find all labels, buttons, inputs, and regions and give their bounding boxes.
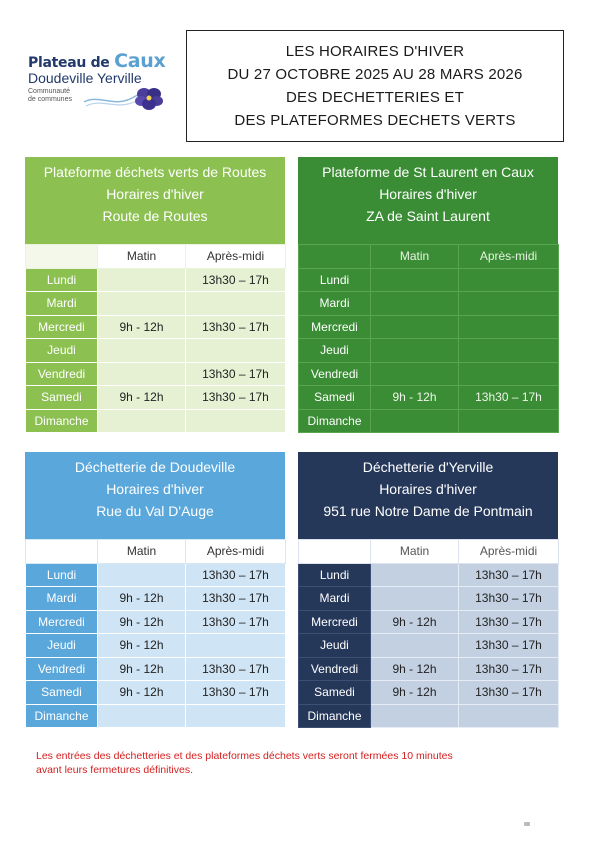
header-blank-cell — [26, 245, 98, 269]
title-line-1: LES HORAIRES D'HIVER — [285, 43, 465, 60]
table-row — [26, 704, 286, 728]
hours-apres-midi: 13h30 – 17h — [186, 681, 286, 705]
panel-subtitle: Horaires d'hiver — [106, 186, 204, 202]
panel-address: ZA de Saint Laurent — [366, 208, 490, 224]
panel-subtitle: Horaires d'hiver — [379, 186, 477, 202]
hours-matin — [371, 292, 459, 316]
hours-matin — [371, 704, 459, 728]
hours-apres-midi: 13h30 – 17h — [459, 657, 559, 681]
schedule-table — [25, 244, 286, 433]
hours-apres-midi: 13h30 – 17h — [459, 634, 559, 658]
table-row — [26, 563, 286, 587]
hours-matin — [98, 409, 186, 433]
table-row — [26, 657, 286, 681]
table-row — [299, 610, 559, 634]
table-header-row — [26, 540, 286, 564]
day-label: Dimanche — [299, 409, 371, 433]
hours-apres-midi — [459, 268, 559, 292]
hours-apres-midi — [186, 704, 286, 728]
day-label: Mercredi — [26, 315, 98, 339]
day-label: Samedi — [26, 386, 98, 410]
day-label: Vendredi — [26, 657, 98, 681]
day-label: Dimanche — [299, 704, 371, 728]
schedule-table — [298, 539, 559, 728]
day-label: Mardi — [26, 292, 98, 316]
panel-subtitle: Horaires d'hiver — [106, 481, 204, 497]
hours-matin — [371, 587, 459, 611]
panel-name: Déchetterie d'Yerville — [362, 459, 494, 475]
day-label: Lundi — [299, 563, 371, 587]
hours-apres-midi: 13h30 – 17h — [186, 587, 286, 611]
day-label: Mercredi — [299, 315, 371, 339]
column-header-apres-midi: Après-midi — [459, 540, 559, 564]
day-label: Lundi — [26, 563, 98, 587]
hours-apres-midi — [459, 704, 559, 728]
day-label: Dimanche — [26, 409, 98, 433]
hours-apres-midi: 13h30 – 17h — [186, 268, 286, 292]
hours-apres-midi: 13h30 – 17h — [459, 386, 559, 410]
hours-matin — [98, 268, 186, 292]
table-row — [299, 268, 559, 292]
column-header-matin: Matin — [98, 540, 186, 564]
hours-apres-midi: 13h30 – 17h — [186, 315, 286, 339]
hours-apres-midi — [186, 339, 286, 363]
table-row — [299, 657, 559, 681]
day-label: Jeudi — [299, 634, 371, 658]
hours-matin: 9h - 12h — [98, 587, 186, 611]
day-label: Dimanche — [26, 704, 98, 728]
hours-apres-midi: 13h30 – 17h — [186, 657, 286, 681]
hours-apres-midi — [459, 362, 559, 386]
hours-apres-midi — [459, 409, 559, 433]
schedule-table — [25, 539, 286, 728]
panel-header — [298, 157, 558, 244]
hours-matin: 9h - 12h — [98, 634, 186, 658]
table-row — [299, 681, 559, 705]
day-label: Samedi — [26, 681, 98, 705]
panel-address: Rue du Val D'Auge — [96, 503, 214, 519]
hours-apres-midi: 13h30 – 17h — [459, 587, 559, 611]
table-header-row — [299, 245, 559, 269]
hours-apres-midi: 13h30 – 17h — [459, 610, 559, 634]
day-label: Mardi — [299, 587, 371, 611]
panel-subtitle: Horaires d'hiver — [379, 481, 477, 497]
table-row — [299, 315, 559, 339]
day-label: Jeudi — [26, 339, 98, 363]
day-label: Jeudi — [26, 634, 98, 658]
panel-address: Route de Routes — [102, 208, 208, 224]
hours-apres-midi — [459, 339, 559, 363]
panel-header — [298, 452, 558, 539]
violet-flower-icon — [132, 85, 166, 111]
column-header-matin: Matin — [98, 245, 186, 269]
logo-text-plateau: Plateau de — [28, 55, 115, 71]
hours-matin: 9h - 12h — [98, 386, 186, 410]
table-row — [26, 681, 286, 705]
schedule-table — [298, 244, 559, 433]
column-header-matin: Matin — [371, 245, 459, 269]
hours-matin — [371, 268, 459, 292]
table-row — [299, 587, 559, 611]
logo-text-communaute: Communauté — [28, 88, 71, 95]
table-row — [299, 563, 559, 587]
panel-header — [25, 157, 285, 244]
hours-apres-midi — [186, 634, 286, 658]
logo-text-communes: de communes — [28, 96, 72, 103]
table-header-row — [299, 540, 559, 564]
table-row — [26, 634, 286, 658]
hours-matin: 9h - 12h — [371, 610, 459, 634]
hours-matin — [98, 563, 186, 587]
hours-apres-midi — [459, 292, 559, 316]
day-label: Jeudi — [299, 339, 371, 363]
table-row — [299, 386, 559, 410]
hours-matin: 9h - 12h — [371, 657, 459, 681]
title-line-2: DU 27 OCTOBRE 2025 AU 28 MARS 2026 — [227, 66, 523, 83]
hours-matin — [371, 362, 459, 386]
day-label: Samedi — [299, 386, 371, 410]
hours-matin: 9h - 12h — [98, 657, 186, 681]
logo-text-caux: Caux — [114, 50, 166, 72]
panel-routes — [25, 157, 285, 433]
closing-notice — [36, 749, 556, 777]
hours-matin — [371, 563, 459, 587]
hours-matin — [371, 409, 459, 433]
day-label: Vendredi — [299, 657, 371, 681]
hours-matin — [371, 339, 459, 363]
column-header-apres-midi: Après-midi — [459, 245, 559, 269]
day-label: Samedi — [299, 681, 371, 705]
table-row — [299, 409, 559, 433]
header-blank-cell — [299, 245, 371, 269]
day-label: Mardi — [299, 292, 371, 316]
logo-line-2: Doudeville Yerville — [28, 70, 142, 86]
hours-apres-midi: 13h30 – 17h — [459, 563, 559, 587]
table-row — [299, 704, 559, 728]
panel-yerville — [298, 452, 558, 728]
hours-matin: 9h - 12h — [98, 315, 186, 339]
table-row — [26, 610, 286, 634]
hours-apres-midi: 13h30 – 17h — [186, 362, 286, 386]
hours-matin — [98, 362, 186, 386]
day-label: Lundi — [26, 268, 98, 292]
day-label: Mercredi — [299, 610, 371, 634]
table-row — [299, 634, 559, 658]
hours-apres-midi: 13h30 – 17h — [186, 610, 286, 634]
logo — [28, 48, 178, 110]
day-label: Vendredi — [26, 362, 98, 386]
closing-notice-line-2: avant leurs fermetures définitives. — [36, 764, 193, 776]
table-row — [299, 362, 559, 386]
hours-apres-midi: 13h30 – 17h — [186, 386, 286, 410]
day-label: Lundi — [299, 268, 371, 292]
hours-apres-midi — [186, 292, 286, 316]
table-row — [26, 386, 286, 410]
panel-name: Plateforme déchets verts de Routes — [43, 164, 267, 180]
panel-stlaurent — [298, 157, 558, 433]
hours-matin — [98, 339, 186, 363]
day-label: Vendredi — [299, 362, 371, 386]
table-row — [26, 339, 286, 363]
title-box — [186, 30, 564, 142]
hours-matin — [98, 704, 186, 728]
logo-line-1 — [28, 50, 165, 72]
hours-matin: 9h - 12h — [98, 681, 186, 705]
title-line-3: DES DECHETTERIES ET — [286, 89, 464, 106]
column-header-matin: Matin — [371, 540, 459, 564]
closing-notice-line-1: Les entrées des déchetteries et des plateformes déchets verts seront fermées 10 minutes — [36, 750, 453, 762]
table-row — [26, 292, 286, 316]
hours-matin — [371, 634, 459, 658]
column-header-apres-midi: Après-midi — [186, 540, 286, 564]
table-row — [299, 292, 559, 316]
table-row — [26, 315, 286, 339]
table-row — [26, 587, 286, 611]
hours-matin: 9h - 12h — [371, 386, 459, 410]
header-blank-cell — [299, 540, 371, 564]
table-row — [26, 409, 286, 433]
hours-apres-midi — [459, 315, 559, 339]
day-label: Mardi — [26, 587, 98, 611]
hours-matin: 9h - 12h — [98, 610, 186, 634]
table-row — [26, 268, 286, 292]
page-mark — [524, 822, 530, 826]
header-blank-cell — [26, 540, 98, 564]
hours-apres-midi: 13h30 – 17h — [459, 681, 559, 705]
day-label: Mercredi — [26, 610, 98, 634]
hours-matin — [98, 292, 186, 316]
column-header-apres-midi: Après-midi — [186, 245, 286, 269]
hours-apres-midi — [186, 409, 286, 433]
table-row — [299, 339, 559, 363]
table-row — [26, 362, 286, 386]
hours-matin: 9h - 12h — [371, 681, 459, 705]
panel-name: Déchetterie de Doudeville — [74, 459, 236, 475]
hours-apres-midi: 13h30 – 17h — [186, 563, 286, 587]
table-header-row — [26, 245, 286, 269]
panel-address: 951 rue Notre Dame de Pontmain — [323, 503, 533, 519]
panel-doudeville — [25, 452, 285, 728]
panel-name: Plateforme de St Laurent en Caux — [322, 164, 534, 180]
hours-matin — [371, 315, 459, 339]
panel-header — [25, 452, 285, 539]
title-line-4: DES PLATEFORMES DECHETS VERTS — [234, 112, 516, 129]
